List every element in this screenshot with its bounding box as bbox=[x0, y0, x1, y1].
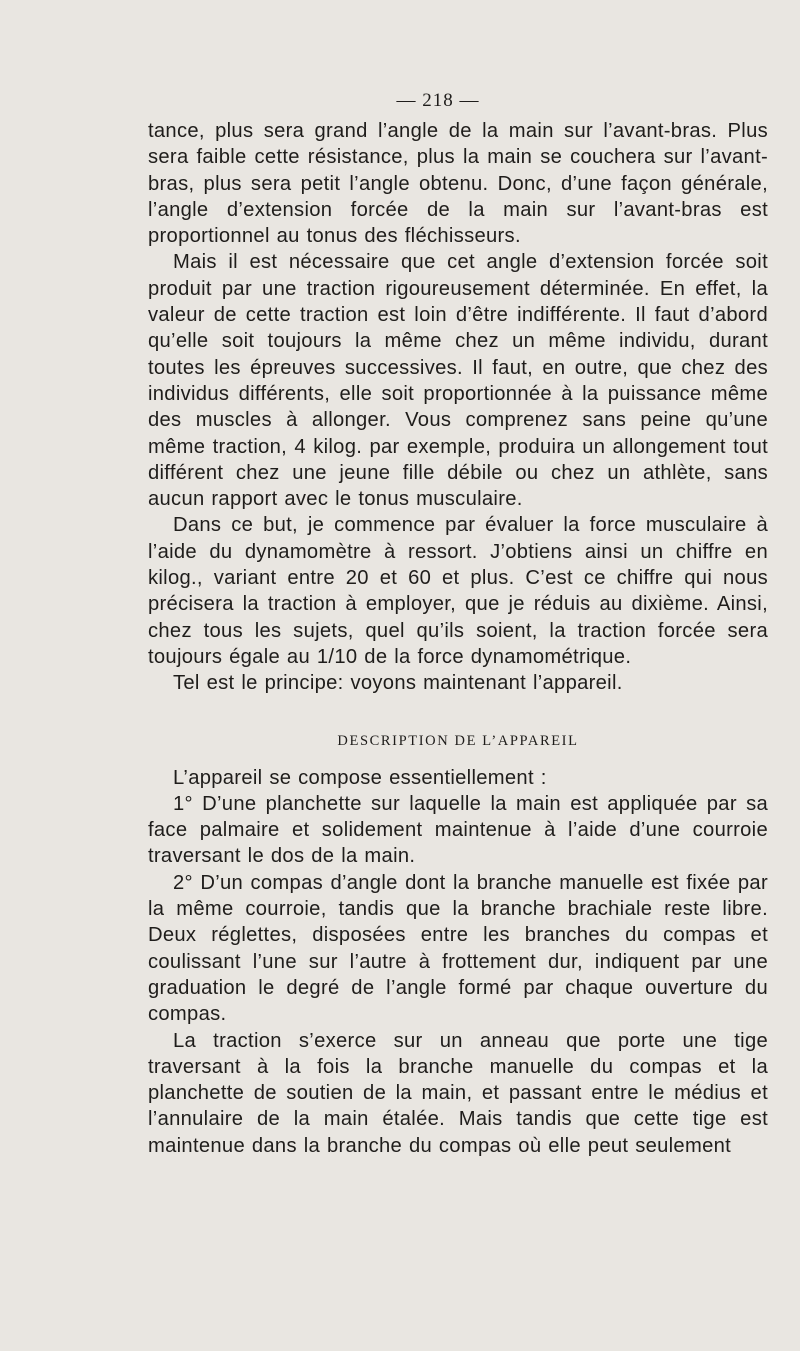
paragraph: La traction s’exerce sur un anneau que porte une tige traversant à la fois la branche manuelle du compas et la planchette de soutien de la main, et passant entre le médius et l’annulaire de la main étalée. Mais tandis que cette tige est maintenue dans la branche du compas où elle peut seulement bbox=[148, 1029, 768, 1157]
paragraph: L’appareil se compose essentiellement : bbox=[173, 766, 547, 789]
paragraph: 2° D’un compas d’angle dont la branche manuelle est fixée par la même courroie, tandis que la branche brachiale reste libre. Deux réglettes, disposées entre les branches du compas et coulissant l’une sur l’autre à frottement dur, indiquent par une graduation le degré de l’angle formé par chaque ouverture du compas. bbox=[148, 871, 768, 1026]
paragraph: tance, plus sera grand l’angle de la main sur l’avant-bras. Plus sera faible cette résistance, plus la main se couchera sur l’avant-bras, plus sera petit l’angle obtenu. Donc, d’une façon générale, l’angle d’extension forcée de la main sur l’avant-bras est proportionnel au tonus des fléchisseurs. bbox=[148, 120, 768, 248]
paragraph: Dans ce but, je commence par évaluer la force musculaire à l’aide du dynamomètre à ressort. J’obtiens ainsi un chiffre en kilog., variant entre 20 et 60 et plus. C’est ce chiffre qui nous précisera la traction à employer, que je réduis au dixième. Ainsi, chez tous les sujets, quel qu’ils soient, la traction forcée sera toujours égale au 1/10 de la force dynamométrique. bbox=[148, 514, 768, 668]
section-heading: DESCRIPTION DE L’APPAREIL bbox=[337, 732, 579, 749]
body-text-bottom bbox=[148, 765, 768, 1159]
paragraph: Mais il est nécessaire que cet angle d’extension forcée soit produit par une traction rigoureusement déterminée. En effet, la valeur de cette traction est loin d’être indifférente. Il faut d’abord qu’elle soit toujours la même chez un même individu, durant toutes les épreuves successives. Il faut, en outre, que chez des individus différents, elle soit proportionnée à la puissance même des muscles à allonger. Vous comprenez sans peine qu’une même traction, 4 kilog. par exemple, produira un allongement tout différent chez une jeune fille débile ou chez un athlète, sans aucun rapport avec le tonus musculaire. bbox=[148, 251, 768, 511]
page-number: — 218 — bbox=[396, 90, 480, 111]
body-text-top bbox=[148, 118, 768, 697]
paragraph: 1° D’une planchette sur laquelle la main est appliquée par sa face palmaire et solidement maintenue à l’aide d’une courroie traversant le dos de la main. bbox=[148, 792, 768, 868]
paragraph: Tel est le principe: voyons maintenant l’appareil. bbox=[173, 672, 623, 695]
